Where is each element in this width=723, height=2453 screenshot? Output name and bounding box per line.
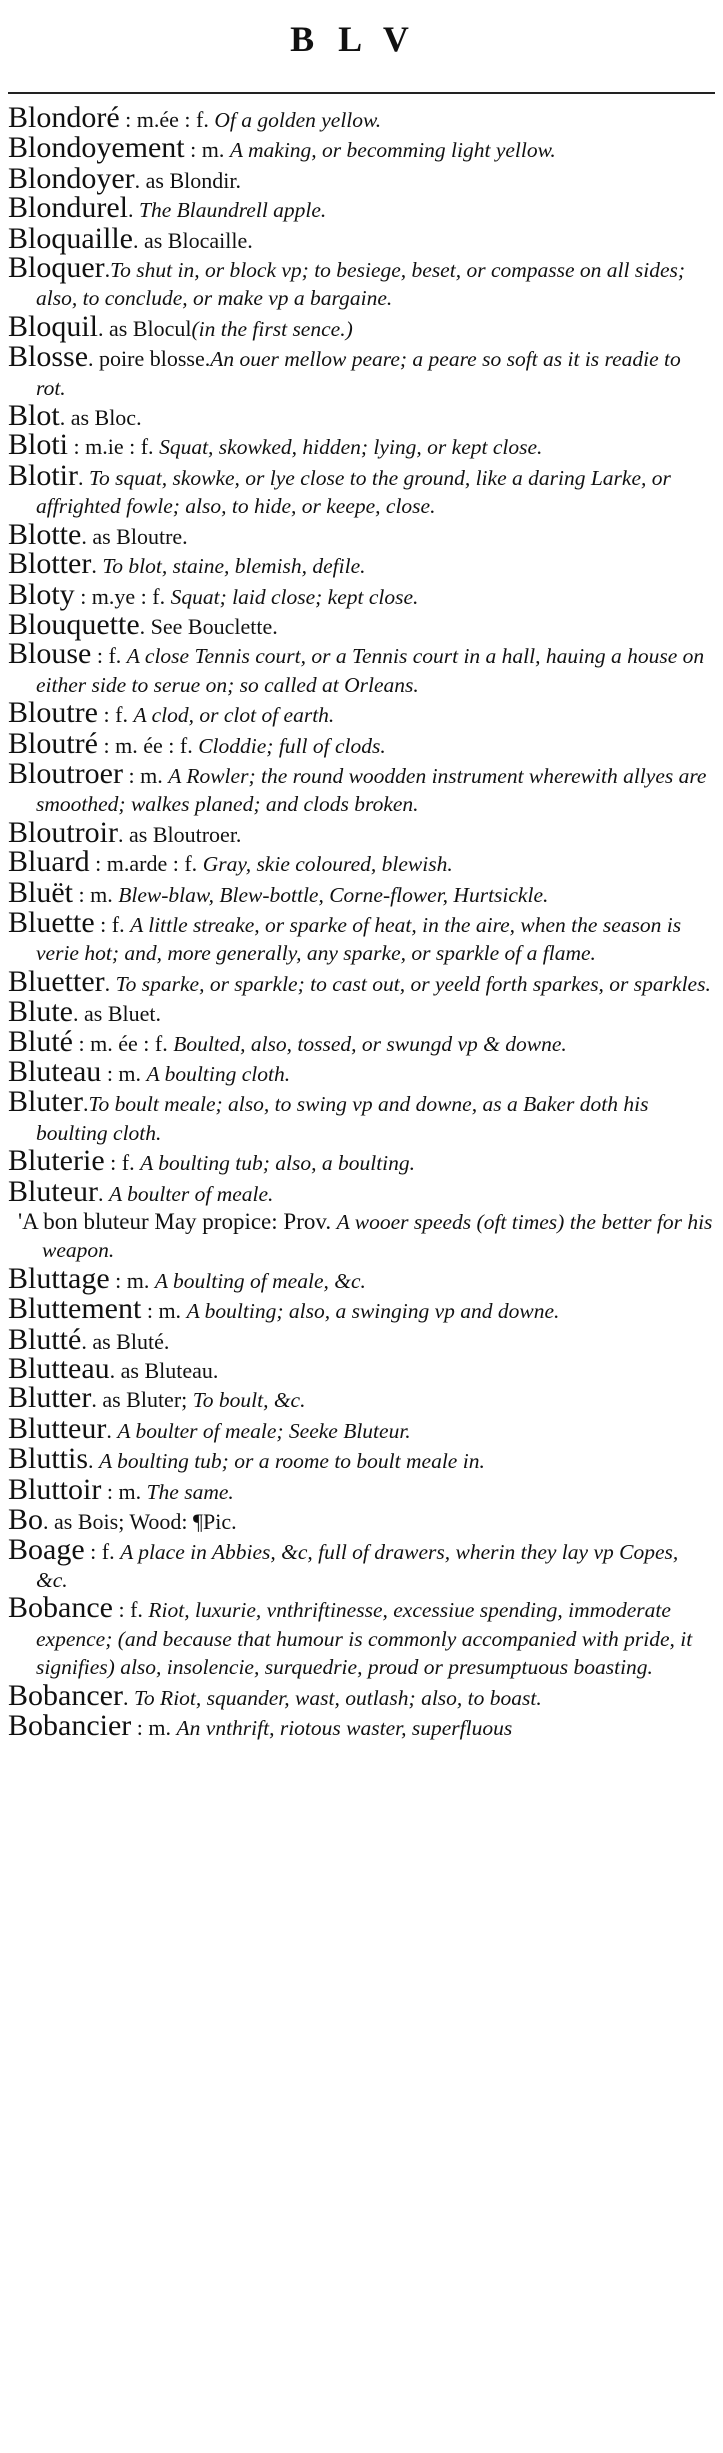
entry-definition: Cloddie; full of clods. (198, 733, 386, 758)
entry-grammar: : m. (101, 1478, 147, 1504)
dictionary-entry (8, 1503, 715, 1537)
dictionary-entry (8, 1174, 715, 1208)
entry-definition: A making, or becomming light yellow. (229, 138, 556, 163)
dictionary-entry (8, 161, 715, 195)
entry-grammar: : f. (84, 1538, 121, 1564)
entry-grammar: . (88, 1448, 100, 1474)
header-rule (8, 92, 715, 94)
entry-grammar: : m. (131, 1714, 177, 1740)
entry-grammar: . as Bluteau. (109, 1358, 219, 1384)
entry-headword: Bloutroer (8, 756, 123, 790)
dictionary-entry (8, 1472, 715, 1506)
entry-definition: A boulting; also, a swinging vp and downe. (186, 1299, 560, 1324)
dictionary-entry (8, 875, 715, 909)
entry-definition: A little streake, or sparke of heat, in the aire, when the season is verie hot; and, more generally, any sparke, or sparkle of a flame. (36, 912, 682, 966)
entry-headword: Blouse (8, 637, 92, 671)
entry-definition: Squat, skowked, hidden; lying, or kept close. (159, 435, 543, 460)
dictionary-entry (8, 191, 715, 225)
entry-definition: Boulted, also, tossed, or swungd vp & downe. (173, 1031, 567, 1056)
dictionary-entry (8, 607, 715, 641)
entry-headword: Bloti (8, 428, 69, 462)
entry-headword: Blot (8, 399, 60, 433)
entry-grammar: : m. (73, 881, 119, 907)
entry-definition: Gray, skie coloured, blewish. (202, 852, 453, 877)
entry-grammar: . as Bois; Wood: ¶Pic. (43, 1509, 237, 1535)
entry-grammar: . as Blocul (98, 315, 192, 341)
entry-grammar: : m. (141, 1298, 187, 1324)
entry-grammar: : f. (112, 1597, 149, 1623)
entry-definition: A boulting of meale, &c. (154, 1268, 366, 1293)
entry-headword: Blutteau (8, 1352, 110, 1386)
entry-definition: To Riot, squander, wast, outlash; also, to boast. (133, 1685, 542, 1710)
page-header: BLV (290, 19, 433, 59)
entry-definition: Riot, luxurie, vnthriftinesse, excessiue spending, immoderate expence; (and because that humour is commonly accompanied with pride, it signifies) also, insolencie, surquedrie, proud or presumptuous boasting. (36, 1598, 693, 1680)
dictionary-entry (8, 399, 715, 433)
entry-definition: An ouer mellow peare; a peare so soft as it is readie to rot. (36, 347, 681, 400)
entry-headword: Blosse (8, 340, 89, 374)
entry-headword: Bluterie (8, 1144, 105, 1178)
entry-grammar: : m.arde : f. (89, 851, 203, 877)
entry-headword: Bobance (8, 1591, 113, 1625)
entry-grammar: : m.ie : f. (68, 434, 160, 460)
entry-definition: A boulter of meale. (109, 1181, 274, 1206)
entry-headword: Blutté (8, 1322, 82, 1356)
entry-grammar: . as Bluté. (81, 1328, 170, 1354)
dictionary-entry (8, 517, 715, 551)
entry-headword: Bloquaille (8, 221, 133, 255)
entry-headword: Bloutré (8, 726, 98, 760)
entry-grammar: . (128, 197, 139, 223)
entry-grammar: . (91, 553, 103, 579)
entry-grammar: : f. (91, 643, 127, 669)
entry-grammar: : m. (109, 1267, 155, 1293)
entry-grammar: . poire blosse. (88, 346, 211, 372)
entry-definition: A Rowler; the round woodden instrument wherewith allyes are smoothed; walkes planed; and clods broken. (36, 763, 707, 817)
entry-headword: Blondoyer (8, 161, 135, 195)
dictionary-entry (8, 131, 715, 165)
dictionary-entry (8, 1411, 715, 1445)
entry-headword: Blotir (8, 458, 79, 492)
entry-headword: Blondoyement (8, 131, 185, 165)
entry-headword: Bloty (8, 577, 75, 611)
entry-headword: Bluteur (8, 1174, 98, 1208)
dictionary-entry (8, 101, 715, 134)
dictionary-entry (8, 1144, 715, 1178)
entry-headword: Boage (8, 1532, 85, 1566)
entry-definition: Blew-blaw, Blew-bottle, Corne-flower, Hurtsickle. (118, 882, 549, 907)
entry-grammar: . as Bluet. (73, 1001, 161, 1027)
entry-definition: Of a golden yellow. (214, 108, 382, 132)
entry-definition: To shut in, or block vp; to besiege, beset, or compasse on all sides; also, to conclude, or make vp a bargaine. (36, 258, 686, 311)
dictionary-entry (8, 1678, 715, 1712)
entry-headword: Bluteau (8, 1055, 102, 1088)
dictionary-entry (8, 340, 715, 402)
dictionary-entry (8, 309, 715, 343)
entry-headword: Blouquette (8, 607, 140, 641)
entry-definition: To blot, staine, blemish, defile. (102, 554, 366, 579)
entry-definition: A close Tennis court, or a Tennis court in a hall, hauing a house on either side to serue on; so called at Orleans. (36, 644, 705, 697)
entry-definition: A clod, or clot of earth. (133, 703, 335, 728)
dictionary-entry (8, 1292, 715, 1326)
dictionary-entry (8, 1532, 715, 1595)
entry-grammar: : m. (184, 137, 230, 163)
entry-definition: A place in Abbies, &c, full of drawers, wherin they lay vp Copes, &c. (36, 1539, 679, 1592)
dictionary-entry (8, 428, 715, 462)
entry-grammar: . as Blocaille. (132, 227, 253, 253)
entry-headword: Blute (8, 995, 73, 1029)
dictionary-entry (8, 458, 715, 521)
entry-grammar: : m.ée : f. (119, 107, 215, 132)
entry-headword: Bluttage (8, 1261, 110, 1295)
entry-grammar: . (78, 464, 90, 490)
entry-grammar: . (104, 970, 116, 996)
entry-headword: Bluët (8, 875, 73, 909)
dictionary-entry (8, 845, 715, 879)
entry-definition: A boulting cloth. (146, 1062, 291, 1086)
dictionary-entry (8, 251, 715, 313)
dictionary-entry (8, 1085, 715, 1147)
dictionary-entry (8, 815, 715, 849)
entry-definition: The same. (146, 1479, 234, 1504)
entry-headword: Bobancier (8, 1708, 132, 1742)
entry-headword: Bluard (8, 845, 90, 879)
dictionary-entry (8, 221, 715, 255)
entry-headword: Blondoré (8, 101, 120, 134)
dictionary-entry (8, 547, 715, 581)
entry-grammar: . as Bloutroer. (118, 821, 242, 847)
dictionary-entry (8, 577, 715, 611)
entry-headword: Bobancer (8, 1678, 123, 1712)
entry-grammar: : m. (122, 762, 169, 788)
entry-grammar: : m. ée : f. (73, 1030, 174, 1056)
dictionary-entry (8, 726, 715, 760)
dictionary-entry (8, 1055, 715, 1088)
dictionary-entry (8, 995, 715, 1029)
entry-definition: A wooer speeds (oft times) the better for his weapon. (42, 1210, 713, 1263)
entry-headword: Bo (8, 1503, 44, 1537)
entry-headword: Bluttoir (8, 1472, 102, 1506)
dictionary-entry (8, 1591, 715, 1681)
entry-headword: Blutter (8, 1381, 92, 1415)
entry-definition: Squat; laid close; kept close. (170, 584, 419, 609)
entry-grammar: : f. (104, 1150, 141, 1176)
entry-headword: Bloquer (8, 251, 105, 285)
entry-definition: To boult meale; also, to swing vp and downe, as a Baker doth his boulting cloth. (36, 1092, 649, 1145)
entry-headword: Blutteur (8, 1411, 107, 1445)
dictionary-entry (8, 964, 715, 998)
entry-headword: Bluter (8, 1085, 83, 1119)
dictionary-entry (8, 1024, 715, 1058)
entry-headword: Bloquil (8, 309, 99, 343)
dictionary-entry (8, 1381, 715, 1415)
entry-headword: Bluette (8, 905, 95, 939)
entry-definition: The Blaundrell apple. (139, 198, 327, 223)
entry-headword: Bluttement (8, 1292, 142, 1326)
entry-definition: To boult, &c. (192, 1388, 306, 1413)
entries-list (8, 101, 715, 1742)
entry-headword: Bloutre (8, 696, 98, 730)
dictionary-entry (8, 1261, 715, 1295)
entry-grammar: . See Bouclette. (139, 613, 278, 639)
entry-definition: To squat, skowke, or lye close to the ground, like a daring Larke, or affrighted fowle; also, to hide, or keepe, close. (36, 465, 671, 519)
entry-headword: Blondurel (8, 191, 128, 225)
entry-grammar: : m.ye : f. (74, 583, 171, 609)
entry-grammar: . (104, 257, 111, 283)
entry-headword: Bloutroir (8, 815, 118, 849)
entry-grammar: . (83, 1091, 89, 1117)
entry-grammar: . (106, 1417, 118, 1443)
entry-headword: Blotte (8, 517, 82, 551)
dictionary-entry (8, 1208, 715, 1265)
dictionary-entry (8, 1442, 715, 1476)
dictionary-entry (8, 1322, 715, 1356)
entry-headword: Blotter (8, 547, 92, 581)
entry-definition: A boulter of meale; Seeke Bluteur. (117, 1418, 411, 1443)
dictionary-entry (8, 905, 715, 968)
entry-grammar: : f. (94, 911, 131, 937)
entry-grammar: . (122, 1684, 134, 1710)
entry-grammar: . as Bluter; (91, 1387, 193, 1413)
entry-grammar: : m. ée : f. (98, 732, 199, 758)
entry-definition: A boulting tub; also, a boulting. (140, 1151, 416, 1176)
entry-grammar: . as Bloc. (59, 405, 142, 431)
entry-definition: To sparke, or sparkle; to cast out, or yeeld forth sparkes, or sparkles. (115, 971, 711, 996)
dictionary-entry (8, 1708, 715, 1742)
entry-definition: A boulting tub; or a roome to boult meale in. (99, 1449, 485, 1474)
entry-grammar: . as Bloutre. (81, 523, 188, 549)
entry-definition: (in the first sence.) (191, 316, 353, 341)
dictionary-entry (8, 696, 715, 730)
entry-headword: Bluttis (8, 1442, 89, 1476)
dictionary-entry (8, 637, 715, 699)
entry-headword: Bluetter (8, 964, 105, 998)
dictionary-entry (8, 1352, 715, 1386)
entry-grammar: : m. (101, 1061, 147, 1086)
entry-grammar: . as Blondir. (134, 167, 241, 193)
entry-headword: Bluté (8, 1024, 73, 1058)
entry-headword: 'A bon bluteur May propice: Prov. (18, 1209, 332, 1235)
entry-grammar: . (98, 1180, 109, 1206)
entry-grammar: : f. (98, 702, 134, 728)
entry-definition: An vnthrift, riotous waster, superfluous (176, 1715, 513, 1740)
dictionary-entry (8, 756, 715, 819)
